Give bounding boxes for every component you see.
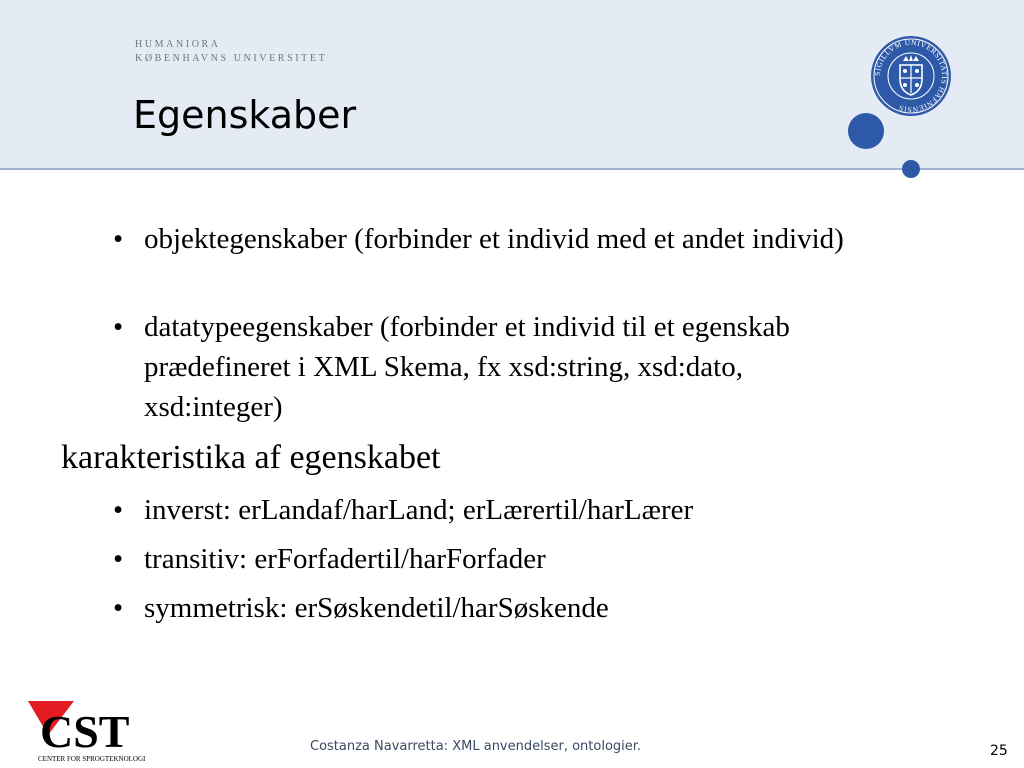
bullet-item bbox=[113, 219, 844, 259]
university-seal-icon bbox=[870, 35, 952, 117]
bullet-marker: • bbox=[113, 592, 124, 624]
bullet-text: symmetrisk: erSøskendetil/harSøskende bbox=[144, 592, 609, 624]
bullet-item bbox=[113, 539, 844, 579]
bullet-text: transitiv: erForfadertil/harForfader bbox=[144, 543, 546, 575]
footer-caption: Costanza Navarretta: XML anvendelser, ontologier. bbox=[310, 739, 642, 754]
slide-title: Egenskaber bbox=[133, 93, 357, 137]
page-number: 25 bbox=[990, 743, 1008, 759]
bullet-text: datatypeegenskaber (forbinder et individ til et egenskab prædefineret i XML Skema, fx xsd:string, xsd:dato, xsd:integer) bbox=[144, 311, 790, 423]
bullet-marker: • bbox=[113, 494, 124, 526]
institution-line-1: HUMANIORA bbox=[135, 39, 221, 50]
seal-lettering: SIGILLVM UNIVERSITATIS HAFNIENSIS bbox=[872, 37, 950, 115]
decorative-dot-large bbox=[848, 113, 884, 149]
cst-logo-text: CST bbox=[40, 706, 130, 757]
section-heading: karakteristika af egenskabet bbox=[61, 439, 441, 476]
institution-line-2: KØBENHAVNS UNIVERSITET bbox=[135, 53, 328, 64]
bullet-item bbox=[113, 307, 844, 427]
cst-logo-subtext: CENTER FOR SPROGTEKNOLOGI bbox=[38, 755, 146, 763]
institution-name bbox=[135, 38, 327, 66]
cst-logo-icon bbox=[28, 695, 178, 767]
bullet-item bbox=[113, 588, 844, 628]
decorative-dot-small bbox=[902, 160, 920, 178]
header-divider bbox=[0, 168, 1024, 170]
bullet-marker: • bbox=[113, 223, 124, 255]
bullet-marker: • bbox=[113, 311, 124, 343]
bullet-marker: • bbox=[113, 543, 124, 575]
bullet-text: inverst: erLandaf/harLand; erLærertil/harLærer bbox=[144, 494, 694, 526]
bullet-text: objektegenskaber (forbinder et individ med et andet individ) bbox=[144, 223, 844, 255]
bullet-item bbox=[113, 490, 844, 530]
